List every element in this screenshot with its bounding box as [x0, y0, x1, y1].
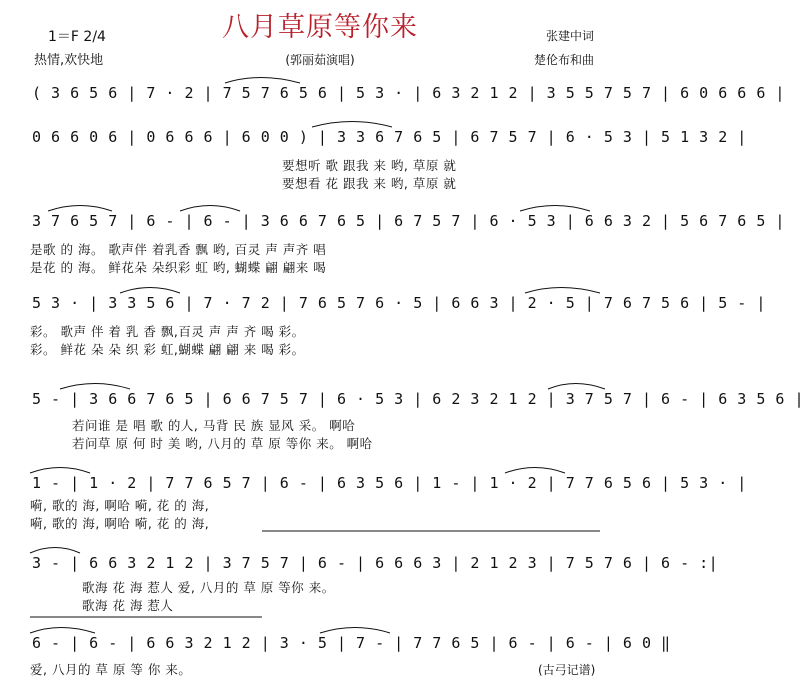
system-3-notes: 3 7 6 5 7 | 6 - | 6 - | 3 6 6 7 6 5 | 6 7 5 7 | 6 · 5 3 | 6 6 3 2 | 5 6 7 6 5 |	[32, 212, 785, 230]
slur-arc	[312, 122, 392, 128]
system-4-lyrics-verse-2: 彩。 鲜花 朵 朵 织 彩 虹,蝴蝶 翩 翩 来 喝 彩。	[30, 342, 305, 357]
song-title: 八月草原等你来	[222, 12, 418, 43]
slur-arc	[30, 548, 80, 554]
slur-arc	[48, 206, 112, 212]
transcriber-credit: (古弓记谱)	[538, 663, 596, 677]
system-6-lyrics-verse-2: 嗬, 歌的 海, 啊哈 嗬, 花 的 海,	[30, 516, 210, 531]
key-signature: 1＝F 2/4	[48, 29, 106, 45]
system-8-notes: 6 - | 6 - | 6 6 3 2 1 2 | 3 · 5 | 7 - | 7 7 6 5 | 6 - | 6 - | 6 0 ‖	[32, 634, 671, 652]
system-6-notes: 1 - | 1 · 2 | 7 7 6 5 7 | 6 - | 6 3 5 6 | 1 - | 1 · 2 | 7 7 6 5 6 | 5 3 · |	[32, 474, 747, 492]
system-4-notes: 5 3 · | 3 3 5 6 | 7 · 7 2 | 7 6 5 7 6 · 5 | 6 6 3 | 2 · 5 | 7 6 7 5 6 | 5 - |	[32, 294, 766, 312]
slur-arc	[520, 206, 590, 212]
system-8-lyrics-verse-1: 爱, 八月的 草 原 等 你 来。	[30, 662, 192, 677]
system-3-lyrics-verse-1: 是歌 的 海。 歌声伴 着乳香 飘 哟, 百灵 声 声齐 唱	[30, 242, 327, 257]
system-7-lyrics-verse-1: 歌海 花 海 惹人 爱, 八月的 草 原 等你 来。	[82, 580, 335, 595]
tempo-marking: 热情,欢快地	[34, 53, 104, 68]
lyricist-credit: 张建中词	[546, 29, 595, 43]
system-7-notes: 3 - | 6 6 3 2 1 2 | 3 7 5 7 | 6 - | 6 6 6 3 | 2 1 2 3 | 7 5 7 6 | 6 - :|	[32, 554, 719, 572]
system-5-lyrics-verse-2: 若问草 原 何 时 美 哟, 八月的 草 原 等你 来。 啊哈	[72, 436, 373, 451]
system-4-lyrics-verse-1: 彩。 歌声 伴 着 乳 香 飘,百灵 声 声 齐 喝 彩。	[30, 324, 305, 339]
slur-arc	[30, 468, 90, 474]
slur-arc	[30, 628, 95, 634]
system-2-notes: 0 6 6 0 6 | 0 6 6 6 | 6 0 0 ) | 3 3 6 7 6 5 | 6 7 5 7 | 6 · 5 3 | 5 1 3 2 |	[32, 128, 747, 146]
slur-arc	[225, 78, 300, 84]
composer-credit: 楚伦布和曲	[534, 53, 595, 67]
performer-credit: (郭丽茹演唱)	[285, 53, 355, 67]
system-6-lyrics-verse-1: 嗬, 歌的 海, 啊哈 嗬, 花 的 海,	[30, 498, 210, 513]
slur-arc	[320, 628, 390, 634]
system-2-lyrics-verse-1: 要想听 歌 跟我 来 哟, 草原 就	[282, 158, 457, 173]
slur-arc	[548, 384, 605, 390]
system-3-lyrics-verse-2: 是花 的 海。 鲜花朵 朵织彩 虹 哟, 蝴蝶 翩 翩来 喝	[30, 260, 327, 275]
slur-arc	[525, 288, 600, 294]
slur-arc	[60, 384, 130, 390]
system-5-notes: 5 - | 3 6 6 7 6 5 | 6 6 7 5 7 | 6 · 5 3 | 6 2 3 2 1 2 | 3 7 5 7 | 6 - | 6 3 5 6 |	[32, 390, 804, 408]
slur-arc	[505, 468, 565, 474]
system-7-lyrics-verse-2: 歌海 花 海 惹人	[82, 598, 174, 613]
system-5-lyrics-verse-1: 若问谁 是 唱 歌 的人, 马背 民 族 显风 采。 啊哈	[72, 418, 356, 433]
slur-arc	[120, 288, 180, 294]
system-1-notes: ( 3 6 5 6 | 7 · 2 | 7 5 7 6 5 6 | 5 3 · | 6 3 2 1 2 | 3 5 5 7 5 7 | 6 0 6 6 6 |	[32, 84, 785, 102]
slur-arc	[180, 206, 240, 212]
system-2-lyrics-verse-2: 要想看 花 跟我 来 哟, 草原 就	[282, 176, 457, 191]
